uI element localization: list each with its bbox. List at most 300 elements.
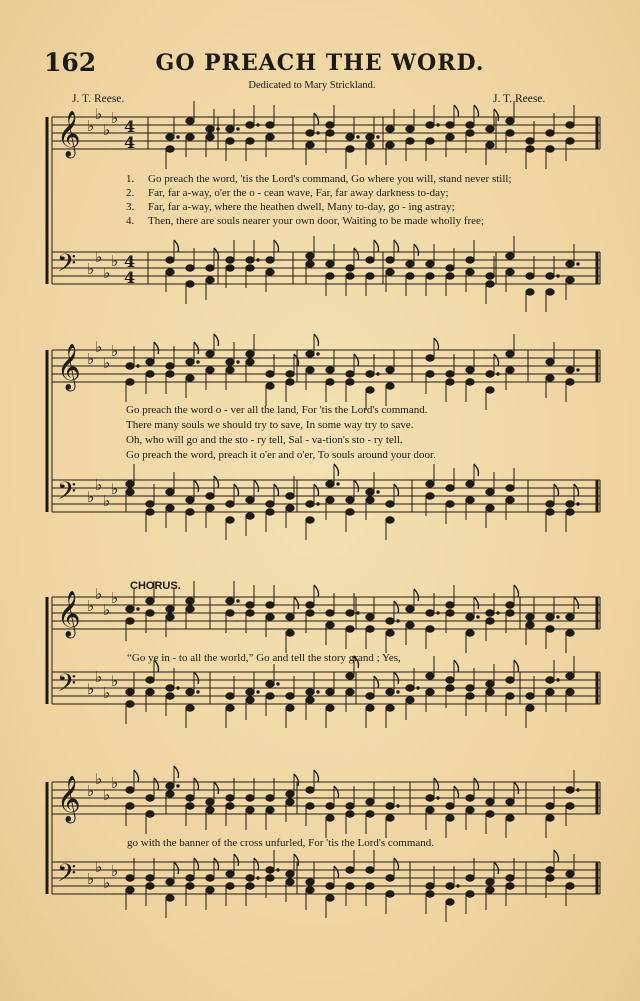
note-head: [546, 815, 554, 821]
note-head: [266, 122, 274, 128]
note-head: [186, 795, 194, 801]
note-head: [246, 875, 254, 881]
note-flag: [374, 240, 379, 252]
note-head: [286, 614, 294, 620]
clefs-and-signatures: [57, 105, 135, 894]
note-head: [226, 705, 234, 711]
note-head: [526, 273, 534, 279]
dot: [317, 691, 319, 693]
note-head: [546, 875, 554, 881]
note-flag: [174, 240, 179, 252]
note-head: [146, 371, 154, 377]
note-head: [166, 879, 174, 885]
note-head: [426, 891, 434, 897]
note-head: [266, 681, 274, 687]
note-head: [346, 509, 354, 515]
note-flag: [274, 484, 279, 496]
note-head: [526, 693, 534, 699]
note-flag: [414, 589, 419, 601]
note-head: [226, 610, 234, 616]
note-head: [306, 253, 314, 259]
note-head: [506, 351, 514, 357]
note-head: [346, 811, 354, 817]
verse-3-line-cont: Oh, who will go and the sto - ry tell, Sal - va-tion's sto - ry tell.: [126, 434, 403, 446]
note-head: [486, 799, 494, 805]
note-head: [366, 693, 374, 699]
note-head: [426, 481, 434, 487]
chorus-label: CHORUS.: [130, 580, 181, 592]
note-head: [126, 379, 134, 385]
note-head: [546, 689, 554, 695]
note-flag: [314, 113, 319, 125]
note-head: [466, 497, 474, 503]
note-head: [546, 509, 554, 515]
note-head: [226, 257, 234, 263]
note-head: [566, 509, 574, 515]
note-head: [406, 273, 414, 279]
note-head: [246, 138, 254, 144]
note-flag: [214, 782, 219, 794]
note-head: [366, 489, 374, 495]
note-head: [326, 273, 334, 279]
dot: [397, 691, 399, 693]
note-head: [386, 367, 394, 373]
note-head: [526, 614, 534, 620]
note-head: [426, 371, 434, 377]
flat-sign: ♭: [95, 476, 103, 494]
verse-1-line-cont: Go preach the word o - ver all the land, For 'tis the Lord's command.: [126, 404, 428, 416]
note-head: [446, 122, 454, 128]
note-head: [286, 871, 294, 877]
dot: [397, 805, 399, 807]
note-flag: [454, 105, 459, 117]
note-flag: [214, 248, 219, 260]
note-head: [266, 371, 274, 377]
flat-sign: ♭: [111, 862, 119, 880]
note-head: [386, 126, 394, 132]
note-head: [466, 130, 474, 136]
note-head: [306, 610, 314, 616]
flat-sign: ♭: [95, 668, 103, 686]
note-head: [426, 626, 434, 632]
note-head: [546, 273, 554, 279]
note-head: [306, 602, 314, 608]
flat-sign: ♭: [87, 870, 95, 888]
dot: [137, 365, 139, 367]
note-head: [466, 875, 474, 881]
dot: [557, 679, 559, 681]
note-head: [206, 887, 214, 893]
dot: [197, 691, 199, 693]
note-head: [166, 783, 174, 789]
dot: [577, 789, 579, 791]
note-head: [306, 803, 314, 809]
note-head: [426, 138, 434, 144]
note-head: [406, 261, 414, 267]
note-head: [306, 130, 314, 136]
note-flag: [474, 597, 479, 609]
verse-4-line-cont: Go preach the word, preach it o'er and o'er, To souls around your door.: [126, 449, 436, 461]
treble-clef: 𝄞: [57, 344, 81, 390]
note-head: [546, 289, 554, 295]
time-signature-top: 4: [124, 117, 136, 136]
flat-sign: ♭: [87, 782, 95, 800]
note-head: [386, 618, 394, 624]
note-head: [506, 693, 514, 699]
note-head: [466, 630, 474, 636]
note-head: [266, 383, 274, 389]
note-head: [286, 493, 294, 499]
flat-sign: ♭: [103, 264, 111, 282]
flat-sign: ♭: [87, 350, 95, 368]
note-head: [506, 883, 514, 889]
flat-sign: ♭: [111, 252, 119, 270]
dot: [257, 877, 259, 879]
note-head: [506, 602, 514, 608]
note-head: [546, 626, 554, 632]
note-head: [206, 134, 214, 140]
note-head: [166, 363, 174, 369]
note-head: [486, 387, 494, 393]
note-head: [286, 879, 294, 885]
note-head: [506, 497, 514, 503]
note-head: [326, 689, 334, 695]
note-head: [186, 598, 194, 604]
note-head: [466, 693, 474, 699]
dot: [417, 687, 419, 689]
note-head: [166, 146, 174, 152]
note-head: [346, 673, 354, 679]
note-head: [206, 277, 214, 283]
flat-sign: ♭: [95, 105, 103, 123]
note-head: [486, 811, 494, 817]
note-head: [146, 875, 154, 881]
note-head: [386, 501, 394, 507]
note-flag: [274, 240, 279, 252]
note-head: [166, 257, 174, 263]
note-head: [466, 795, 474, 801]
flat-sign: ♭: [95, 858, 103, 876]
note-head: [266, 807, 274, 813]
note-head: [226, 359, 234, 365]
note-head: [166, 134, 174, 140]
note-head: [446, 685, 454, 691]
note-head: [486, 689, 494, 695]
note-head: [286, 799, 294, 805]
flat-sign: ♭: [103, 492, 111, 510]
note-flag: [394, 484, 399, 496]
note-flag: [574, 484, 579, 496]
note-head: [466, 685, 474, 691]
note-flag: [454, 660, 459, 672]
note-head: [426, 883, 434, 889]
note-head: [346, 610, 354, 616]
note-head: [166, 895, 174, 901]
note-flag: [294, 774, 299, 786]
note-head: [546, 867, 554, 873]
note-head: [126, 618, 134, 624]
note-head: [146, 359, 154, 365]
flat-sign: ♭: [87, 597, 95, 615]
dot: [437, 124, 439, 126]
note-head: [246, 610, 254, 616]
note-head: [386, 803, 394, 809]
note-head: [326, 815, 334, 821]
dot: [437, 612, 439, 614]
note-head: [366, 497, 374, 503]
note-head: [326, 122, 334, 128]
note-head: [566, 883, 574, 889]
flat-sign: ♭: [95, 248, 103, 266]
note-head: [526, 289, 534, 295]
note-head: [526, 705, 534, 711]
note-head: [426, 673, 434, 679]
flat-sign: ♭: [95, 585, 103, 603]
note-head: [506, 485, 514, 491]
note-head: [426, 795, 434, 801]
note-head: [166, 693, 174, 699]
note-head: [506, 253, 514, 259]
note-head: [286, 379, 294, 385]
note-head: [186, 134, 194, 140]
note-head: [566, 122, 574, 128]
note-head: [226, 126, 234, 132]
note-head: [386, 142, 394, 148]
note-head: [306, 501, 314, 507]
bass-clef: 𝄢: [57, 859, 77, 894]
note-flag: [394, 601, 399, 613]
note-head: [426, 610, 434, 616]
note-head: [566, 614, 574, 620]
dot: [137, 608, 139, 610]
note-head: [326, 481, 334, 487]
dot: [277, 683, 279, 685]
bass-clef: 𝄢: [57, 669, 77, 704]
note-head: [386, 815, 394, 821]
dot: [277, 869, 279, 871]
note-head: [506, 610, 514, 616]
note-flag: [314, 770, 319, 782]
note-head: [226, 693, 234, 699]
note-head: [546, 501, 554, 507]
bass-clef: 𝄢: [57, 477, 77, 512]
note-flag: [554, 850, 559, 862]
note-head: [146, 883, 154, 889]
note-flag: [494, 354, 499, 366]
note-head: [286, 693, 294, 699]
note-head: [186, 265, 194, 271]
dot: [317, 132, 319, 134]
note-head: [166, 791, 174, 797]
note-head: [386, 269, 394, 275]
note-head: [126, 887, 134, 893]
note-head: [166, 685, 174, 691]
note-head: [206, 875, 214, 881]
note-head: [326, 379, 334, 385]
note-head: [446, 485, 454, 491]
note-head: [346, 626, 354, 632]
note-head: [366, 371, 374, 377]
note-head: [366, 705, 374, 711]
dot: [437, 797, 439, 799]
note-head: [326, 130, 334, 136]
note-head: [386, 705, 394, 711]
note-flag: [354, 248, 359, 260]
note-head: [126, 481, 134, 487]
note-flag: [334, 464, 339, 476]
note-flag: [574, 597, 579, 609]
note-head: [486, 489, 494, 495]
note-head: [146, 795, 154, 801]
note-head: [566, 803, 574, 809]
note-head: [446, 379, 454, 385]
note-head: [226, 883, 234, 889]
note-head: [146, 677, 154, 683]
note-flag: [434, 338, 439, 350]
note-flag: [294, 854, 299, 866]
note-flag: [134, 770, 139, 782]
note-head: [126, 489, 134, 495]
note-flag: [194, 778, 199, 790]
dot: [377, 136, 379, 138]
note-head: [566, 689, 574, 695]
note-head: [386, 630, 394, 636]
note-flag: [314, 585, 319, 597]
note-head: [506, 677, 514, 683]
note-head: [266, 509, 274, 515]
dot: [257, 691, 259, 693]
note-head: [366, 799, 374, 805]
note-head: [506, 367, 514, 373]
note-flag: [354, 354, 359, 366]
dot: [377, 373, 379, 375]
flat-sign: ♭: [87, 117, 95, 135]
flat-sign: ♭: [111, 774, 119, 792]
flat-sign: ♭: [111, 109, 119, 127]
note-head: [166, 371, 174, 377]
note-head: [506, 815, 514, 821]
note-head: [326, 622, 334, 628]
treble-clef: 𝄞: [57, 776, 81, 822]
flat-sign: ♭: [103, 354, 111, 372]
note-head: [566, 871, 574, 877]
note-head: [266, 257, 274, 263]
staff-lines: [47, 117, 600, 894]
note-head: [326, 705, 334, 711]
note-head: [326, 367, 334, 373]
time-signature-bottom: 4: [124, 268, 136, 287]
note-head: [366, 142, 374, 148]
note-head: [366, 273, 374, 279]
time-signature-bottom: 4: [124, 133, 136, 152]
note-head: [366, 257, 374, 263]
note-head: [406, 622, 414, 628]
note-flag: [394, 672, 399, 684]
note-flag: [254, 480, 259, 492]
note-flag: [194, 858, 199, 870]
note-head: [186, 497, 194, 503]
flat-sign: ♭: [87, 488, 95, 506]
note-head: [286, 791, 294, 797]
note-flag: [454, 786, 459, 798]
note-head: [446, 677, 454, 683]
dot: [257, 124, 259, 126]
note-flag: [374, 676, 379, 688]
note-head: [366, 134, 374, 140]
note-head: [286, 630, 294, 636]
verse-3-line: 3. Far, far a-way, where the heathen dwell, Many to-day, go - ing astray;: [126, 201, 455, 213]
note-head: [466, 379, 474, 385]
note-head: [186, 883, 194, 889]
note-head: [266, 602, 274, 608]
note-head: [246, 265, 254, 271]
note-head: [486, 281, 494, 287]
note-head: [406, 606, 414, 612]
note-head: [146, 598, 154, 604]
note-head: [546, 677, 554, 683]
note-head: [566, 138, 574, 144]
note-head: [306, 351, 314, 357]
note-head: [306, 261, 314, 267]
note-flag: [334, 866, 339, 878]
note-head: [206, 807, 214, 813]
note-head: [266, 795, 274, 801]
note-head: [246, 883, 254, 889]
note-head: [406, 126, 414, 132]
note-head: [246, 359, 254, 365]
dot: [577, 503, 579, 505]
bass-clef: 𝄢: [57, 249, 77, 284]
dot: [217, 128, 219, 130]
note-flag: [194, 672, 199, 684]
flat-sign: ♭: [111, 342, 119, 360]
note-head: [266, 134, 274, 140]
note-flag: [394, 858, 399, 870]
note-head: [426, 273, 434, 279]
note-head: [226, 871, 234, 877]
dedication: Dedicated to Mary Strickland.: [248, 80, 376, 91]
note-flag: [514, 660, 519, 672]
note-head: [366, 387, 374, 393]
note-head: [466, 614, 474, 620]
note-head: [466, 367, 474, 373]
note-head: [446, 602, 454, 608]
note-head: [446, 815, 454, 821]
note-head: [426, 689, 434, 695]
note-head: [306, 887, 314, 893]
dot: [377, 491, 379, 493]
flat-sign: ♭: [111, 672, 119, 690]
note-head: [446, 883, 454, 889]
note-head: [326, 261, 334, 267]
note-head: [306, 517, 314, 523]
note-head: [166, 269, 174, 275]
note-head: [446, 265, 454, 271]
note-head: [446, 803, 454, 809]
hymn-title: GO PREACH THE WORD.: [155, 50, 485, 76]
note-head: [326, 895, 334, 901]
note-head: [346, 265, 354, 271]
note-flag: [154, 342, 159, 354]
note-head: [146, 610, 154, 616]
note-head: [346, 273, 354, 279]
dot: [317, 353, 319, 355]
note-head: [546, 614, 554, 620]
dot: [257, 259, 259, 261]
note-head: [246, 795, 254, 801]
flat-sign: ♭: [111, 480, 119, 498]
dot: [577, 369, 579, 371]
